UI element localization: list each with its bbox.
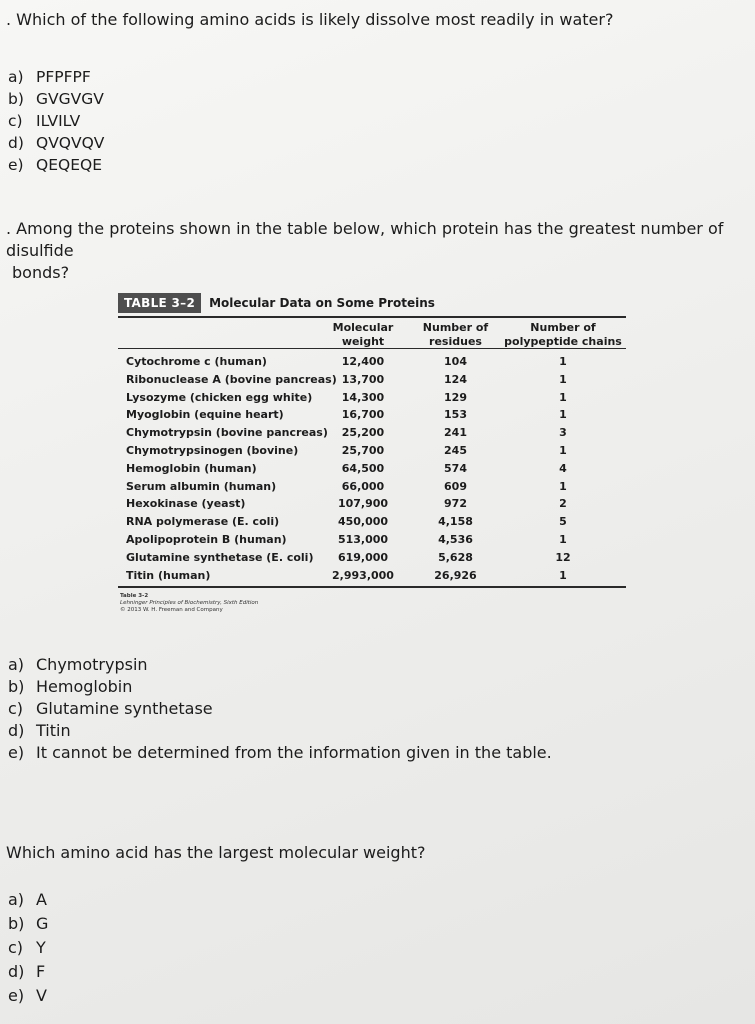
q2-option-a: a) Chymotrypsin: [8, 655, 148, 674]
header-polypeptide-chains: Number of polypeptide chains: [504, 321, 622, 348]
table-row: Hexokinase (yeast) 107,900 972 2: [126, 497, 567, 511]
q3-option-b: b) G: [8, 914, 49, 933]
table-row: Serum albumin (human) 66,000 609 1: [126, 479, 567, 493]
question-2-line-2: bonds?: [12, 263, 70, 282]
question-2-line-1: . Among the proteins shown in the table below, which protein has the greatest number of disulfide: [6, 219, 724, 260]
table-credit: Table 3-2 Lehninger Principles of Biochemistry, Sixth Edition © 2013 W. H. Freeman and Company: [120, 593, 259, 613]
table-row: Glutamine synthetase (E. coli) 619,000 5,628 12: [126, 550, 571, 564]
table-row: Cytochrome c (human) 12,400 104 1: [126, 355, 567, 368]
protein-data-table: [118, 290, 626, 588]
table-row: RNA polymerase (E. coli) 450,000 4,158 5: [126, 515, 567, 529]
table-column-headers: [118, 318, 626, 349]
q1-option-b: b) GVGVGV: [8, 90, 104, 108]
table-row: Lysozyme (chicken egg white) 14,300 129 1: [126, 390, 567, 404]
table-header-bar: [118, 290, 626, 318]
table-title: Molecular Data on Some Proteins: [209, 296, 435, 310]
q3-option-d: d) F: [8, 962, 46, 981]
question-1-options: [8, 66, 104, 176]
header-number-of-residues: Number of residues: [422, 321, 489, 348]
table-bottom-rule: [118, 586, 626, 588]
table-row: Chymotrypsinogen (bovine) 25,700 245 1: [126, 443, 567, 457]
question-1-text: . Which of the following amino acids is likely dissolve most readily in water?: [6, 10, 614, 29]
table-tag: TABLE 3–2: [118, 293, 201, 313]
q1-option-c: c) ILVILV: [8, 112, 81, 130]
q1-option-e: e) QEQEQE: [8, 156, 102, 174]
table-row: Ribonuclease A (bovine pancreas) 13,700 124 1: [126, 372, 567, 386]
table-row: Hemoglobin (human) 64,500 574 4: [126, 461, 567, 475]
q3-option-c: c) Y: [8, 938, 46, 957]
question-3-text: Which amino acid has the largest molecular weight?: [6, 843, 426, 862]
table-row: Apolipoprotein B (human) 513,000 4,536 1: [126, 532, 567, 546]
q2-option-c: c) Glutamine synthetase: [8, 699, 213, 718]
q2-option-b: b) Hemoglobin: [8, 677, 133, 696]
table-row: Myoglobin (equine heart) 16,700 153 1: [126, 408, 567, 422]
table-row: Titin (human) 2,993,000 26,926 1: [126, 568, 567, 582]
q2-option-d: d) Titin: [8, 721, 71, 740]
table-row: Chymotrypsin (bovine pancreas) 25,200 241 3: [126, 426, 567, 440]
question-2-text: [6, 218, 755, 284]
header-molecular-weight: Molecular weight: [332, 321, 394, 348]
q1-option-d: d) QVQVQV: [8, 134, 105, 152]
q1-option-a: a) PFPFPF: [8, 68, 91, 86]
q3-option-a: a) A: [8, 890, 47, 909]
question-2-options: [8, 654, 552, 764]
question-3-options: [8, 888, 48, 1008]
table-body: [118, 349, 626, 584]
q2-option-e: e) It cannot be determined from the information given in the table.: [8, 743, 552, 762]
q3-option-e: e) V: [8, 986, 47, 1005]
